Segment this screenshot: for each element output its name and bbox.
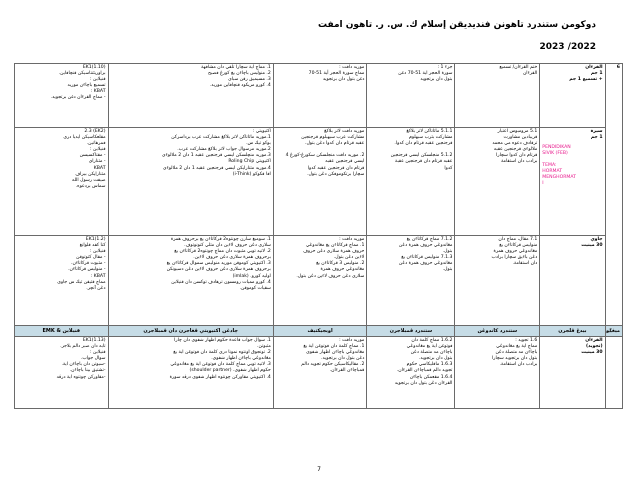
objective-cell: موريد دافت : 1. مماچ قركاتاءن يغ مڠاندوڠي حروف همزة سلاري دڠن حروف لاءين دڠن بتول. 2. منوليس 3 قركاتاءن يغ مڠاندوڠي حروف همزة سلاري دڠن حروف لاءين دڠن بتول. <box>273 236 367 326</box>
week-cell <box>605 337 622 409</box>
content-standard-cell: 1.6 تجويد : مماچ اية يغ مڠاندوڠي باچاءن مد متصلة دڠن بتول دان برتجويد سچارا برادب دان استقامة. <box>455 337 540 409</box>
column-header-activity: چادڠن اكتيويتي ڤڠاجرن دان ڤمبلاجرن <box>108 326 273 337</box>
column-header-emk: قنيلاين & EMK <box>15 326 109 337</box>
page-number: 7 <box>317 466 321 473</box>
document-title: دوكومن ستندرد تاهونن فنديديقن إسلام ك. س. ر. تاهون امفت <box>317 20 596 30</box>
column-header-week: ميڠݢو <box>605 326 622 337</box>
civic-note: PENDIDIKAN SIVIK (FEB) TEMA: HORMAT MENGHORMAT I <box>542 145 576 187</box>
subject-label: القرءان (تجويد) 30 مينيت <box>581 338 603 356</box>
subject-label: سيرة 1 جم <box>590 129 603 141</box>
objective-cell: موريد دافت : مماچ سورة الحجر أية 51-70 دغن بتول دان برتجويد <box>273 64 367 128</box>
activity-cell: 1. سومبغ سارن چونتوه2 قركاتاءن يغ برحروف همزة سلاري دڠن حروف لاءين دان مثلي كنونوتوف. 2. لاتيه توبي مثبوت دان مماچ چونتوه2 قركاتاءن يغ برحروف همزة سلاري دڠن حروف لاءين. 3. اكتيويتي كوموقن موريد منوليس سموال قركاتاءن يغ برحروف همزة سلاري دڠن حروف لاءين دڠن دسيونكن اوليه كورو. (imlak) 4. كورو مميات رومسون ترهادف توكسن دان قنيلاين سقيات كوموقن. <box>108 236 273 326</box>
column-header-objective: اوبجيكتيف <box>273 326 367 337</box>
activity-cell: 1. سوال جواب قاعدة حكوم اظهار شفوي دان چارا مثبوتڽ. 2. تونجوق اونتوه نمونا دري كلمة دان فوتوغن اية يغ مڠاندوڠي باچاءن اظهار شفوي. 3. لاتيه توبي مماچ كلمة دان فوتوغن اية يغ مڠاندوڠي حكوم اظهار شفوي. (shoulder partner) 4. اكتيويتي مقاوركن چونتوه اظهار شفوي درڤد سورة <box>108 337 273 409</box>
table-row <box>15 64 623 128</box>
activity-cell: اكتيويتي : 1.موريد ماثاتاكن لاتر بلاكڠ مشاركت عرب برداسركن بوكو تيك س. 2.موريد مرسوال جواب لاتر بلاكڠ مشاركت عرب. 3.موريد منچلسكن ايسي قرجنجين عقبه 1 دان 2 ملالوءي اكتيويتي Roling Chip 4.موريد مثنارايكن ايسي قرجنجين عقبه 1 دان 2 ملالوءي افا قكوكو (i-Think) <box>108 128 273 236</box>
column-header-subject: بيدڠ ڤلجرن <box>540 326 605 337</box>
objective-cell: موريد دافت لاتر بلاكڠ مشاركت عرب سبهيلوم قرجنجين عقبه قرتام دان كدوا دڠن بتول. 2. موريد دافت منجلسكن سكورڠ-كورڠ 4 ايسي قرجنجين عقبه قرتام دان قرجنجين عقبه كدوا سچارا برتكوموفكن دڠن بتول. <box>273 128 367 236</box>
emk-cell: EK1(1.10) براوريئنتاسيكن قنچافاين. قنيلاين : تسميع باچاءن موريد KBAT : - مماچ القرءان دغن برتجويد. <box>15 64 109 128</box>
emk-cell: (EK2) 2.3 مقلعكاسيكن ايديا دري فمرهاتين. قنيلاين : - مقتاكسيسن - مثناراي KBAT مثناراپكن بيراف صيفت رسول الله سماس بردعوه. <box>15 128 109 236</box>
table-header-row <box>15 326 623 337</box>
lesson-plan-table <box>14 63 623 409</box>
table-row <box>15 236 623 326</box>
week-cell: 6 <box>605 64 622 326</box>
objective-cell: موريد دافت : 1. مماچ كلمة دان فوتوغن اية يغ مڠاندوڠي باچاءن اظهار شفوي دڠن بتول دان برتجويد. 2. مقاليكاسيكن حكوم تجويد دالم قمباچاءن القرءان. <box>273 337 367 409</box>
activity-cell: 1. مماچ اية سچارا تلقي دان مشافهة 2. منوليس باچاءن يغ كورڠ فصيح 3. مسيميق رقن سباي 4. كورو مريكود قنچافاين موريد. <box>108 64 273 128</box>
subject-cell <box>540 128 605 236</box>
learning-standard-cell: 1.6.2 مماچ كلمة دان فوتوغن اية يغ مڠاندوڠي باچاءن مد متصلة دڠن بتول دان برتجويد. 1.6.3 ماقليكاسي حكوم تجويد دالم قمباچاءن القرءان. 1.6.4 مقعمكن باچاءن القرءان دڠن بتول دان برتجويد <box>367 337 455 409</box>
learning-standard-cell: 7.1.2 مماچ قركاتاءن يغ مڠاندوڠي حروف همزة دڠن بتول. 7.1.3 منوليس قركاتاءن يغ مڠاندوڠي حروف همزة دڠن بتول. <box>367 236 455 326</box>
subject-label: جاوي 30 مينيت <box>581 237 603 249</box>
emk-cell: EK1(1.2) كنا كفد قلوانغ قنيلاين : - مقال كتوتوقن - مثبوت قركاتاءن. - منوليس قركاتاءن. KBAT : مماچ قثيقن ثيك س جاوي دڠن آنچر. <box>15 236 109 326</box>
content-standard-cell: 7.1 مقال، مماچ دان منوليس قركاتاءن يغ مڠاندوڠي حروف همزة دڠن باءيق سچارا برادب دان استقامة. <box>455 236 540 326</box>
subject-cell <box>540 236 605 326</box>
learning-standard-cell: 5.1.1 ماثاتاكن لاتر بلاكڠ مشاركت بثرب سبهلوم قرجنجين عقبه قرتام دان كدوا. 5.1.2 منجلسكن ايسي قرجنجين عقبه قرتام دان قرجنجين عقبة كدوا <box>367 128 455 236</box>
column-header-learning-standard: ستندرد ڤمبلاجرن <box>367 326 455 337</box>
learning-standard-cell: جزء 1 : سورة الحجر اية 51-70 دغن بتول دان برتجويد <box>367 64 455 128</box>
table-row <box>15 337 623 409</box>
subject-label: القرءان 1 جم + تسميع 1 جم <box>569 65 603 83</box>
document-year: 2022/ 2023 <box>539 42 596 52</box>
subject-cell <box>540 337 605 409</box>
subject-cell <box>540 64 605 128</box>
column-header-content-standard: ستندرد كاندوڠن <box>455 326 540 337</box>
emk-cell: EK1(1.13) تابه دان صبر دالم بلاجر. قنيلاين : سوال جواب. -سيوتن دان باچاءن اية. -تشتيق بينا باچاءن. -مقاوركن چونتوه اية درڤد <box>15 337 109 409</box>
table-row <box>15 128 623 236</box>
content-standard-cell: 5.1 مرومبوس اعتبار قريبادين مشاورت ترقادف دعوه مي محمد ملالوءي قرجنجين عقبه قرتام دان كدوا سچارا برادب دان استقامة <box>455 128 540 236</box>
content-standard-cell: ختم القرءان/ تسميع القرءان <box>455 64 540 128</box>
